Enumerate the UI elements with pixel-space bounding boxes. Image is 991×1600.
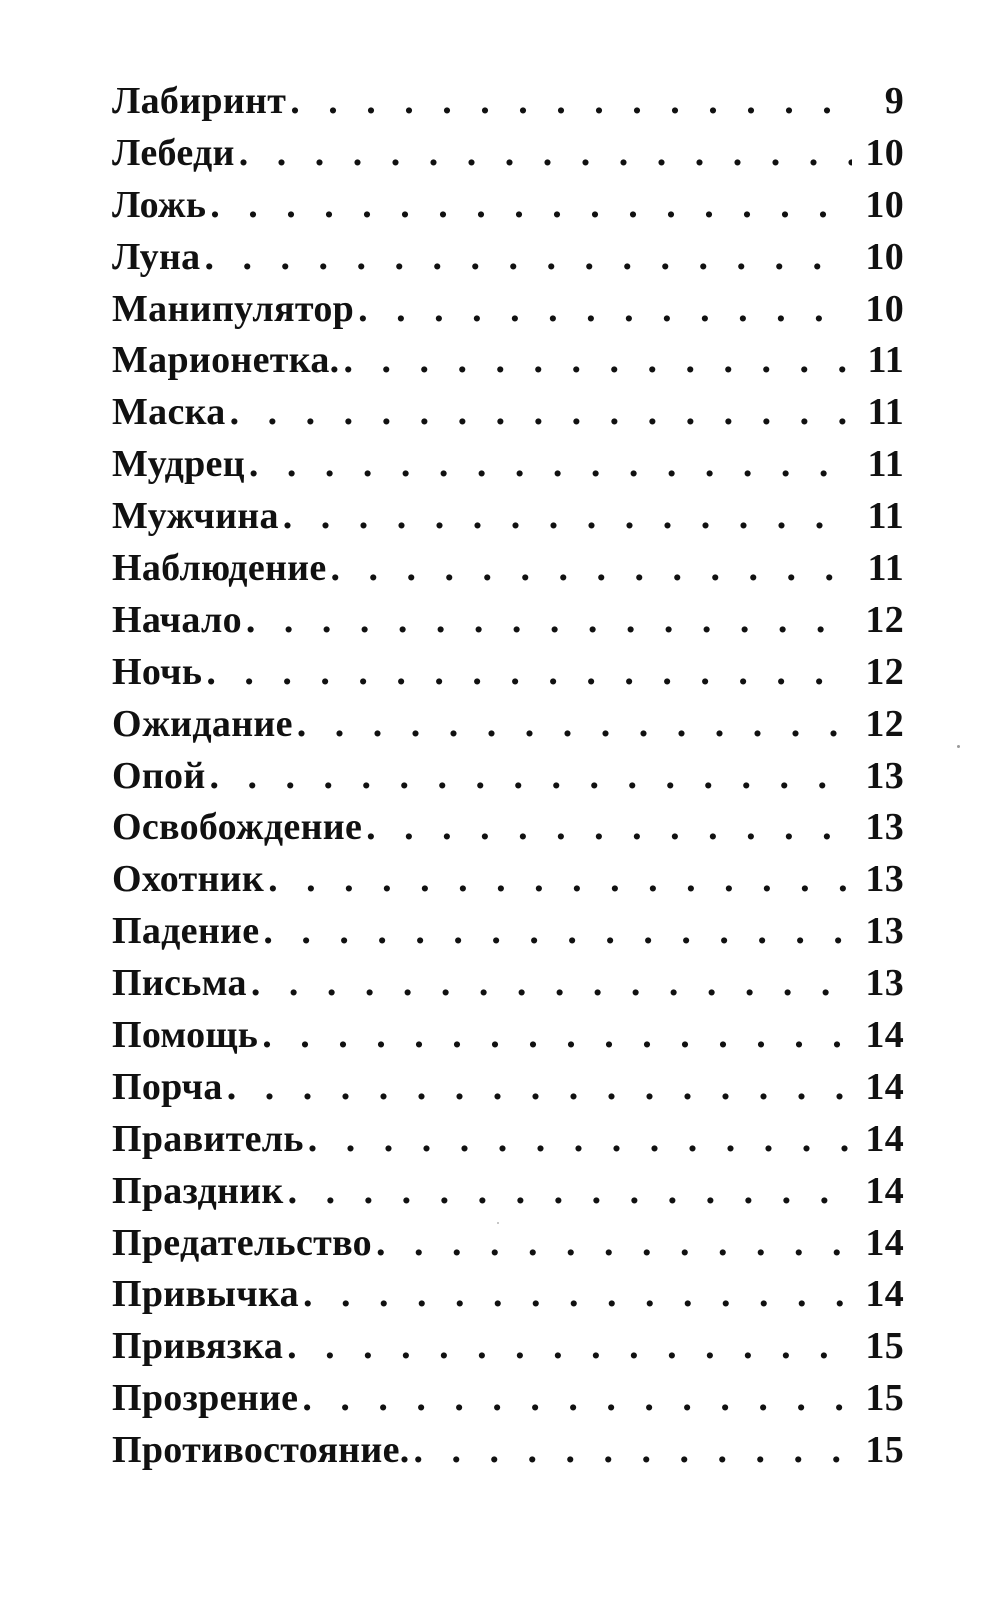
dot-leader <box>239 128 852 180</box>
toc-entry <box>112 491 904 543</box>
dot-leader <box>206 647 852 699</box>
toc-entry-page: 12 <box>865 702 904 745</box>
dot-leader <box>308 1114 852 1166</box>
toc-entry-title: Освобождение <box>112 806 363 849</box>
dot-leader <box>414 1425 852 1477</box>
toc-entry-title: Мудрец <box>112 443 245 486</box>
toc-entry <box>112 751 904 803</box>
toc-entry-title: Манипулятор <box>112 287 355 330</box>
toc-entry-title: Правитель <box>112 1117 304 1160</box>
dot-leader <box>227 1062 852 1114</box>
toc-entry <box>112 1114 904 1166</box>
toc-entry-page: 15 <box>865 1377 904 1420</box>
toc-entry-page: 11 <box>867 391 904 434</box>
toc-entry <box>112 1062 904 1114</box>
toc-entry-page: 12 <box>865 598 904 641</box>
toc-entry-title: Луна <box>112 235 201 278</box>
toc-entry-title: Мужчина <box>112 495 279 538</box>
toc-entry <box>112 906 904 958</box>
toc-entry-page: 13 <box>865 962 904 1005</box>
toc-entry-page: 11 <box>867 443 904 486</box>
toc-entry-title: Противостояние. <box>112 1429 410 1472</box>
dot-leader <box>331 543 852 595</box>
toc-entry-title: Привычка <box>112 1273 299 1316</box>
toc-entry-page: 14 <box>865 1117 904 1160</box>
table-of-contents <box>112 76 904 1477</box>
toc-entry-page: 10 <box>865 131 904 174</box>
toc-entry <box>112 699 904 751</box>
toc-entry-page: 11 <box>867 495 904 538</box>
toc-entry-title: Наблюдение <box>112 547 327 590</box>
toc-entry-title: Начало <box>112 598 242 641</box>
toc-entry-title: Порча <box>112 1065 223 1108</box>
toc-entry-title: Опой <box>112 754 206 797</box>
toc-entry <box>112 802 904 854</box>
dot-leader <box>376 1218 852 1270</box>
toc-entry <box>112 1425 904 1477</box>
dot-leader <box>288 1166 852 1218</box>
toc-entry <box>112 595 904 647</box>
dot-leader <box>283 491 852 543</box>
toc-entry <box>112 335 904 387</box>
dot-leader <box>303 1269 852 1321</box>
toc-entry-title: Охотник <box>112 858 265 901</box>
toc-entry-page: 13 <box>865 754 904 797</box>
toc-entry-title: Письма <box>112 962 247 1005</box>
scan-speck <box>957 745 960 748</box>
toc-entry-title: Ночь <box>112 650 203 693</box>
toc-entry <box>112 543 904 595</box>
toc-entry <box>112 1166 904 1218</box>
toc-entry-page: 13 <box>865 858 904 901</box>
dot-leader <box>290 76 852 128</box>
dot-leader <box>268 854 852 906</box>
dot-leader <box>210 751 852 803</box>
toc-entry-title: Ложь <box>112 183 207 226</box>
dot-leader <box>204 232 852 284</box>
toc-entry-page: 15 <box>865 1429 904 1472</box>
toc-entry-page: 11 <box>867 339 904 382</box>
toc-entry-title: Помощь <box>112 1014 259 1057</box>
toc-entry <box>112 1218 904 1270</box>
toc-entry-page: 10 <box>865 287 904 330</box>
toc-entry-page: 9 <box>884 80 904 122</box>
toc-entry-page: 11 <box>867 547 904 590</box>
toc-entry-title: Предательство <box>112 1221 372 1264</box>
dot-leader <box>343 335 852 387</box>
toc-entry-title: Ожидание <box>112 702 293 745</box>
toc-entry-page: 13 <box>865 910 904 953</box>
toc-entry-title: Привязка <box>112 1325 284 1368</box>
dot-leader <box>210 180 852 232</box>
toc-entry-title: Лебеди <box>112 131 235 174</box>
toc-entry-title: Прозрение <box>112 1377 299 1420</box>
toc-entry <box>112 958 904 1010</box>
toc-entry-page: 15 <box>865 1325 904 1368</box>
toc-entry-title: Марионетка. <box>112 339 340 382</box>
dot-leader <box>246 595 852 647</box>
toc-entry-title: Лабиринт <box>112 80 287 122</box>
dot-leader <box>366 802 852 854</box>
toc-entry-title: Падение <box>112 910 260 953</box>
dot-leader <box>302 1373 852 1425</box>
toc-entry <box>112 232 904 284</box>
toc-entry-page: 10 <box>865 235 904 278</box>
dot-leader <box>358 284 852 336</box>
toc-entry <box>112 387 904 439</box>
dot-leader <box>287 1321 852 1373</box>
toc-entry-page: 14 <box>865 1169 904 1212</box>
toc-entry-page: 14 <box>865 1014 904 1057</box>
toc-entry <box>112 76 904 128</box>
dot-leader <box>263 906 852 958</box>
toc-entry-title: Маска <box>112 391 226 434</box>
toc-entry-title: Праздник <box>112 1169 284 1212</box>
toc-entry-page: 12 <box>865 650 904 693</box>
toc-entry <box>112 284 904 336</box>
toc-entry <box>112 1269 904 1321</box>
toc-entry <box>112 439 904 491</box>
toc-entry <box>112 647 904 699</box>
dot-leader <box>251 958 852 1010</box>
dot-leader <box>262 1010 852 1062</box>
toc-entry <box>112 128 904 180</box>
dot-leader <box>297 699 852 751</box>
toc-entry <box>112 180 904 232</box>
toc-entry-page: 13 <box>865 806 904 849</box>
toc-entry <box>112 1373 904 1425</box>
toc-entry <box>112 1010 904 1062</box>
toc-entry <box>112 1321 904 1373</box>
dot-leader <box>230 387 852 439</box>
dot-leader <box>249 439 852 491</box>
toc-entry-page: 10 <box>865 183 904 226</box>
toc-entry-page: 14 <box>865 1065 904 1108</box>
toc-entry <box>112 854 904 906</box>
toc-entry-page: 14 <box>865 1221 904 1264</box>
toc-entry-page: 14 <box>865 1273 904 1316</box>
scan-speck <box>497 1222 499 1224</box>
